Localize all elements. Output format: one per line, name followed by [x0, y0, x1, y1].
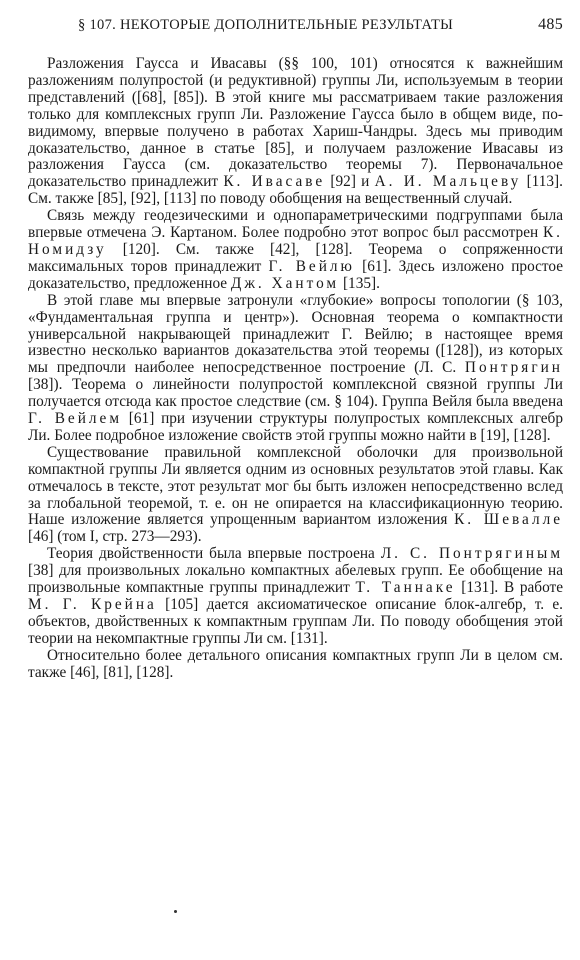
- author-name: Л. С. Понтрягиным: [380, 545, 563, 563]
- section-title: § 107. НЕКОТОРЫЕ ДОПОЛНИТЕЛЬНЫЕ РЕЗУЛЬТАТЫ: [78, 17, 454, 33]
- text-run: [38] для произвольных локально компактных абелевых групп. Ее обобщение на произвольные компактные группы принадлежит: [28, 562, 563, 597]
- text-run: [61] при изучении структуры полупростых комплексных алгебр Ли. Более подробное изложение свойств этой группы можно найти в [19], [128].: [28, 410, 563, 444]
- paragraph: [28, 445, 563, 546]
- text-run: [92] и: [325, 173, 375, 191]
- print-speck: [174, 910, 177, 913]
- author-name: К. Ивасаве: [223, 173, 326, 191]
- text-run: [38]). Теорема о линейности полупростой комплексной связной группы Ли получается отсюда как простое следствие (см. § 104). Группа Вейля была введена: [28, 376, 563, 411]
- text-run: [46] (том I, стр. 273—293).: [28, 528, 202, 546]
- author-name: Г. Вейлем: [28, 410, 123, 428]
- page-number: 485: [538, 16, 563, 33]
- author-name: К. Шевалле: [454, 511, 563, 529]
- text-run: [105] дается аксиоматическое описание блок-алгебр, т. е. объектов, двойственных к компактным группам Ли. По поводу обобщения этой теории на некомпактные группы Ли см. [131].: [28, 596, 563, 647]
- text-run: Относительно более детального описания компактных групп Ли в целом см. также [46], [81], [128].: [28, 646, 563, 681]
- author-name: Г. Вейлю: [268, 257, 355, 275]
- paragraph: [28, 648, 563, 682]
- text-run: [113]. См. также [85], [92], [113] по поводу обобщения на вещественный случай.: [28, 173, 563, 208]
- text-run: [131]. В работе: [455, 579, 564, 597]
- text-run: [61]. Здесь изложено простое доказательство, предложенное: [28, 257, 563, 292]
- paragraph: [28, 56, 563, 208]
- author-name: М. Г. Крейна: [28, 596, 157, 613]
- paragraph: [28, 208, 563, 293]
- running-header: [28, 14, 563, 42]
- paragraph: [28, 546, 563, 647]
- text-run: [135].: [339, 274, 380, 292]
- text-run: Разложения Гаусса и Ивасавы (§§ 100, 101) относятся к важнейшим разложениям полупростой (и редуктивной) группы Ли, используемым в теории представлений ([68], [85]). В этой книге мы рассматриваем такие разложения только для комплексных групп Ли. Разложение Гаусса было в общем виде, по-видимому, впервые получено в работах Хариш-Чандры. Здесь мы приводим доказательство, данное в статье [85], и получаем разложение Ивасавы из разложения Гаусса (см. доказательство теоремы 7). Первоначальное доказательство принадлежит: [28, 55, 563, 191]
- author-name: Т. Таннаке: [355, 579, 456, 597]
- main-text: [28, 56, 563, 682]
- text-run: [120]. См. также [42], [128]. Теорема о сопряженности максимальных торов принадлежит: [28, 240, 563, 275]
- author-name: Понтрягин: [464, 359, 563, 377]
- text-run: Существование правильной комплексной оболочки для произвольной компактной группы Ли является одним из основных результатов этой главы. Как отмечалось в тексте, этот результат мог бы быть изложен непосредственно вслед за глобальной теоремой, т. е. он не опирается на классификационную теорию. Наше изложение является упрощенным вариантом изложения: [28, 443, 563, 529]
- book-page: [28, 14, 563, 682]
- text-run: В этой главе мы впервые затронули «глубокие» вопросы топологии (§ 103, «Фундаментальная группа и центр»). Основная теорема о компактности универсальной накрывающей принадлежит Г. Вейлю; в настоящее время известно несколько вариантов доказательства этой теоремы ([128]), из которых мы предпочли наиболее непосредственное построение (Л. С.: [28, 291, 563, 377]
- author-name: Дж. Хантом: [230, 274, 340, 292]
- author-name: А. И. Мальцеву: [374, 173, 522, 191]
- paragraph: [28, 293, 563, 445]
- text-run: Теория двойственности была впервые построена: [47, 545, 381, 563]
- author-name: К. Номидзу: [28, 224, 563, 258]
- text-run: Связь между геодезическими и однопараметрическими подгруппами была впервые отмечена Э. Картаном. Более подробно этот вопрос был рассмотрен: [28, 207, 563, 242]
